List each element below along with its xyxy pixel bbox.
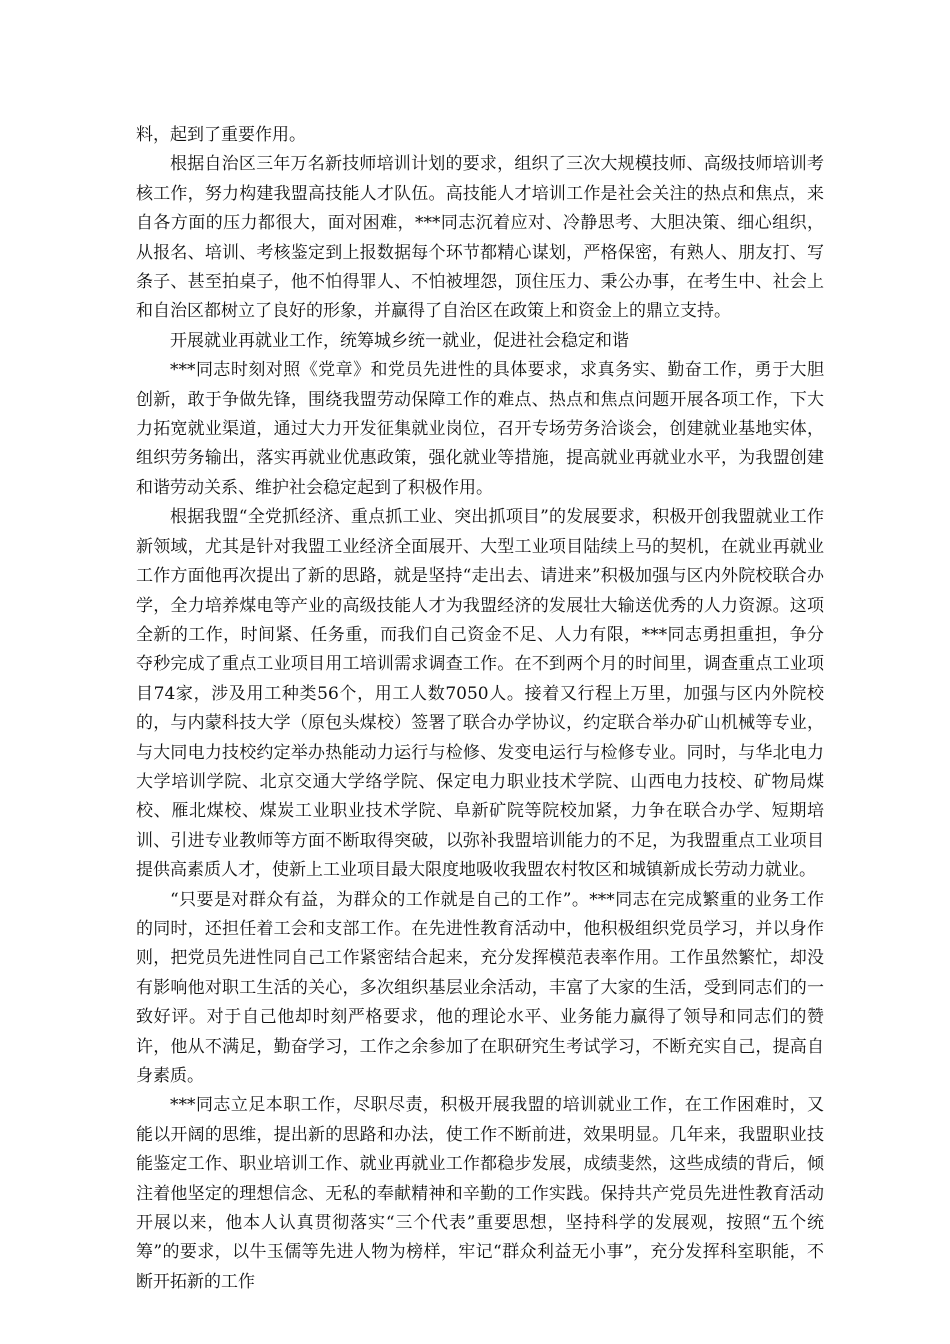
paragraph-technician-training: 根据自治区三年万名新技师培训计划的要求，组织了三次大规模技师、高级技师培训考核工作，努力构建我盟高技能人才队伍。高技能人才培训工作是社会关注的热点和焦点，来自各方面的压力都很大，面对困难，***同志沉着应对、冷静思考、大胆决策、细心组织，从报名、培训、考核鉴定到上报数据每个环节都精心谋划，严格保密，有熟人、朋友打、写条子、甚至拍桌子，他不怕得罪人、不怕被埋怨，顶住压力、秉公办事，在考生中、社会上和自治区都树立了良好的形象，并赢得了自治区在政策上和资金上的鼎立支持。: [136, 154, 824, 322]
paragraph-achievements: ***同志立足本职工作，尽职尽责，积极开展我盟的培训就业工作，在工作困难时，又能以开阔的思维，提出新的思路和办法，使工作不断前进，效果明显。几年来，我盟职业技能鉴定工作、职业培训工作、就业再就业工作都稳步发展，成绩斐然，这些成绩的背后，倾注着他坚定的理想信念、无私的奉献精神和辛勤的工作实践。保持共产党员先进性教育活动开展以来，他本人认真贯彻落实“三个代表”重要思想，坚持科学的发展观，按照“五个统筹”的要求，以牛玉儒等先进人物为榜样，牢记“群众利益无小事”，充分发挥科室职能，不断开拓新的工作: [136, 1095, 824, 1292]
paragraph-mass-work: “只要是对群众有益，为群众的工作就是自己的工作”。***同志在完成繁重的业务工作的同时，还担任着工会和支部工作。在先进性教育活动中，他积极组织党员学习，并以身作则，把党员先进性同自己工作紧密结合起来，充分发挥模范表率作用。工作虽然繁忙，却没有影响他对职工生活的关心，多次组织基层业余活动，丰富了大家的生活，受到同志们的一致好评。对于自己他却时刻严格要求，他的理论水平、业务能力赢得了领导和同志们的赞许，他从不满足，勤奋学习，工作之余参加了在职研究生考试学习，不断充实自己，提高自身素质。: [136, 889, 824, 1086]
document-body: [136, 121, 824, 1297]
section-heading-employment: 开展就业再就业工作，统筹城乡统一就业，促进社会稳定和谐: [170, 330, 629, 351]
paragraph-joint-education: 根据我盟“全党抓经济、重点抓工业、突出抓项目”的发展要求，积极开创我盟就业工作新领域，尤其是针对我盟工业经济全面展开、大型工业项目陆续上马的契机，在就业再就业工作方面他再次提出了新的思路，就是坚持“走出去、请进来”积极加强与区内外院校联合办学，全力培养煤电等产业的高级技能人才为我盟经济的发展壮大输送优秀的人力资源。这项全新的工作，时间紧、任务重，而我们自己资金不足、人力有限，***同志勇担重担，争分夺秒完成了重点工业项目用工培训需求调查工作。在不到两个月的时间里，调查重点工业项目74家，涉及用工种类56个，用工人数7050人。接着又行程上万里，加强与区内外院校的，与内蒙科技大学（原包头煤校）签署了联合办学协议，约定联合举办矿山机械等专业，与大同电力技校约定举办热能动力运行与检修、发变电运行与检修专业。同时，与华北电力大学培训学院、北京交通大学络学院、保定电力职业技术学院、山西电力技校、矿物局煤校、雁北煤校、煤炭工业职业技术学院、阜新矿院等院校加紧，力争在联合办学、短期培训、引进专业教师等方面不断取得突破，以弥补我盟培训能力的不足，为我盟重点工业项目提供高素质人才，使新上工业项目最大限度地吸收我盟农村牧区和城镇新成长劳动力就业。: [136, 507, 824, 881]
paragraph-continuation: 料，起到了重要作用。: [136, 125, 306, 145]
paragraph-party-standards: ***同志时刻对照《党章》和党员先进性的具体要求，求真务实、勤奋工作，勇于大胆创新，敢于争做先锋，围绕我盟劳动保障工作的难点、热点和焦点问题开展各项工作，下大力拓宽就业渠道，通过大力开发征集就业岗位，召开专场劳务洽谈会，创建就业基地实体，组织劳务输出，落实再就业优惠政策，强化就业等措施，提高就业再就业水平，为我盟创建和谐劳动关系、维护社会稳定起到了积极作用。: [136, 360, 824, 498]
